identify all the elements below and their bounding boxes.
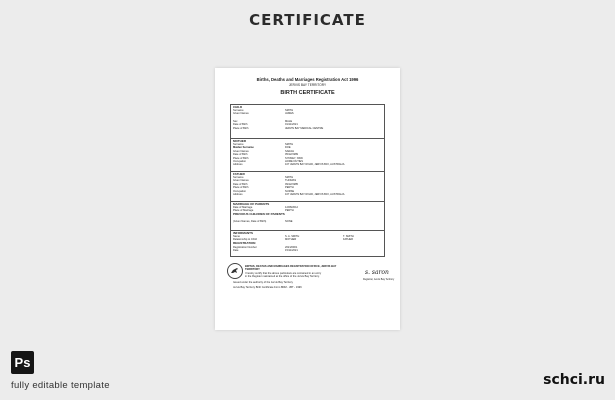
row-label: Date of Birth [233,182,248,186]
child-section [230,104,385,139]
office-line-2: in the Register maintained at the office of the Jervis Bay Territory. [245,275,320,279]
row-label: Address [233,163,243,167]
office-line-1: I hereby certify that the above particulars are contained in an entry [245,271,322,275]
row-value: 107 JERVIS BAY ROAD, JERVIS BAY, AUSTRALIA [285,163,345,167]
document-title: BIRTH CERTIFICATE [280,90,335,96]
mother-section-title: MOTHER [233,138,246,143]
row-value: SARAH [285,149,294,153]
footer-line-2: Jervis Bay Territory Birth Certificate Form BDM - JBT - 1996 [233,286,302,289]
row-value: MOTHER [285,238,297,242]
row-value: SMITH [285,143,294,146]
row-value: NURSE [285,189,295,193]
row-value: JAMES [285,112,294,116]
row-value: S. A. SMITH [285,235,300,238]
photoshop-icon: Ps [11,351,34,374]
father-section-title: FATHER [233,171,245,176]
registration-section-title: REGISTRATION [233,241,256,245]
registrar-signature: s. saron [365,269,389,276]
row-label: Maiden Surname [233,146,254,150]
row-value: HOME DUTIES [285,160,304,163]
editable-template-label: fully editable template [11,380,110,391]
row-label: Registration Number [233,245,257,249]
row-value: 01/11/2021 [285,123,298,127]
row-label: Relationship to Child [233,238,257,242]
footer-line-1: Issued under the authority of the Jervis Bay Territory [233,281,293,284]
informants-section [230,230,385,257]
row-value: MALE [285,120,293,123]
signature-label: Registrar, Jervis Bay Territory [363,278,395,281]
certificate-preview [215,68,400,330]
marriage-section [230,201,385,231]
row-value-2: FATHER [343,238,354,242]
siblings-section-title: PREVIOUS CHILDREN OF PARENTS [233,212,285,216]
act-title: Births, Deaths and Marriages Registration Act 1996 [256,77,359,82]
office-name: BIRTHS, DEATHS AND MARRIAGES REGISTRATION OFFICE, JERVIS BAY TERRITORY [245,265,337,272]
row-label: Date of Birth [233,123,248,127]
row-value: THOMAS [285,179,297,183]
row-label: Place of Birth [233,156,249,160]
row-label: Place of Birth [233,186,249,190]
row-value-2: T. SMITH [343,235,354,238]
row-label: Given Names [233,179,249,183]
row-label: Sex [233,120,238,123]
row-value: 05/12/1989 [285,153,298,157]
row-label: Given Names [233,112,249,116]
row-value: 107 JERVIS BAY ROAD, JERVIS BAY, AUSTRALIA [285,193,345,196]
row-label: Occupation [233,160,247,163]
row-value: PERTH [285,186,294,190]
row-label: Date of Birth [233,153,248,157]
row-label: Date [233,248,239,252]
row-label: Date of Marriage [233,206,253,209]
row-label: Address [233,193,243,196]
row-value: JERVIS BAY MEDICAL CENTRE [285,126,324,130]
mother-section [230,138,385,172]
row-value: SYDNEY, NSW [285,156,303,160]
row-label: Given Names [233,149,249,153]
kangaroo-emblem-icon [227,263,243,279]
territory-title: JERVIS BAY TERRITORY [288,83,327,87]
row-value: 12/08/2012 [285,206,298,209]
row-value: SMITH [285,109,294,112]
row-value: 09/12/1985 [285,182,298,186]
row-value: SMITH [285,176,294,179]
child-section-title: CHILD [233,104,243,109]
marriage-section-title: MARRIAGE OF PARENTS [233,201,270,206]
site-watermark[interactable]: schci.ru [543,372,605,388]
row-label: Surname [233,109,244,112]
row-label: Occupation [233,189,247,193]
row-value: 2021/0001 [285,245,298,249]
row-label: Place of Birth [233,126,249,130]
office-text [245,265,345,279]
row-value: DOE [285,146,291,150]
row-value: PERTH [285,209,294,213]
row-label: Surname [233,176,244,179]
informants-section-title: INFORMANTS [233,230,253,235]
father-section [230,171,385,202]
row-label: Place of Marriage [233,209,254,213]
row-value: 15/11/2021 [285,248,298,252]
row-label: Surname [233,143,244,146]
row-value: NONE [285,220,293,223]
row-label: (Given Names, Date of Birth) [233,220,267,223]
page-title: CERTIFICATE [249,11,366,29]
row-label: Name [233,235,240,238]
